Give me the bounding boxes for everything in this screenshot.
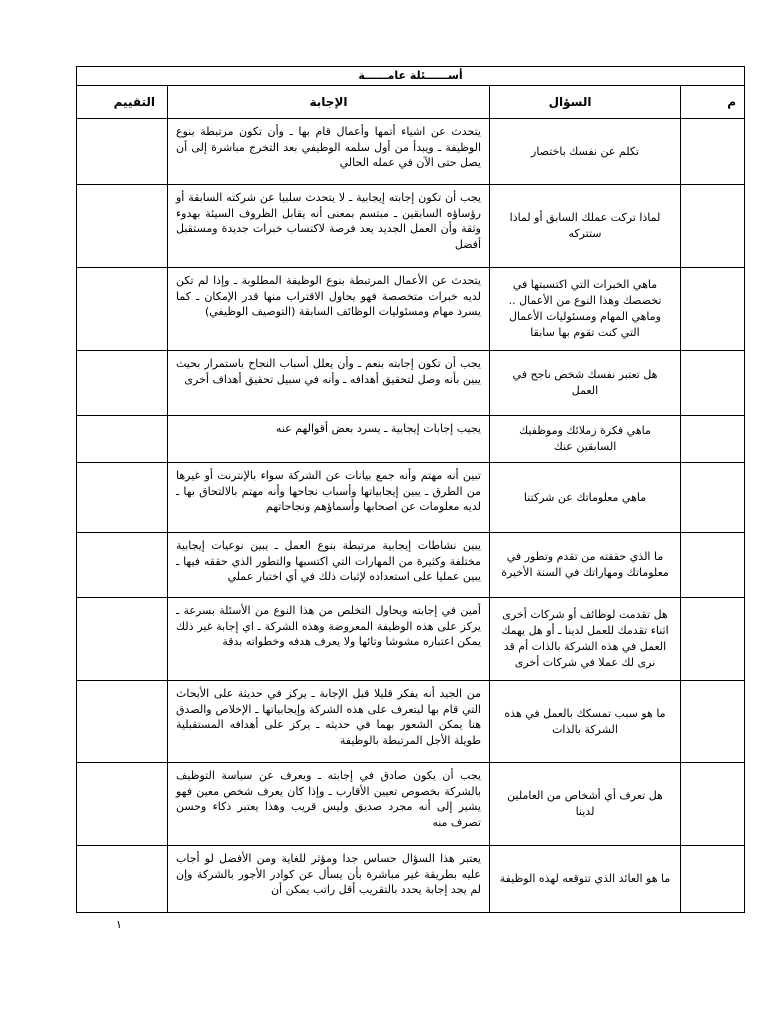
table-title: أســــــئلة عامــــــة	[76, 67, 744, 86]
row-rating-cell	[76, 119, 167, 185]
row-question: ما هو سبب تمسكك بالعمل في هذه الشركة بالذات	[489, 681, 680, 763]
row-answer: يجب أن تكون إجابته بنعم ـ وأن يعلل أسباب النجاح باستمرار بحيث يبين بأنه وصل لتحقيق أهدافه ـ وأنه في سبيل تحقيق أهداف أخرى	[167, 351, 489, 416]
row-answer: يتحدث عن اشياء أتمها وأعمال قام بها ـ وأن تكون مرتبطة بنوع الوظيفة ـ ويبدأ من أول سلمه الوظيفي بعد التخرج مباشرة إلى أن يصل حتى الآن في عمله الحالي	[167, 119, 489, 185]
row-question: هل تعرف أي أشخاص من العاملين لدينا	[489, 763, 680, 846]
header-answer: الإجابة	[167, 86, 489, 119]
row-answer: يجب أن يكون صادق في إجابته ـ ويعرف عن سياسة التوظيف بالشركة بخصوص تعيين الأقارب ـ وإذا كان يعرف شخص معين فهو يشير إلى أنه مجرد صديق وليس قريب وهذا يعتبر ذكاء وحسن تصرف منه	[167, 763, 489, 846]
row-number-cell	[680, 463, 744, 533]
row-rating-cell	[76, 681, 167, 763]
header-question: السؤال	[489, 86, 680, 119]
row-rating-cell	[76, 598, 167, 681]
row-rating-cell	[76, 351, 167, 416]
row-answer: يبين نشاطات إيجابية مرتبطة بنوع العمل ـ يبين نوعيات إيجابية مختلفة وكثيرة من المهارات التي اكتسبها والتطور الذي حققه فيها ـ يبين عمليا على استعداده لإثبات ذلك في أي اختبار عملي	[167, 533, 489, 598]
row-rating-cell	[76, 463, 167, 533]
header-rating: التقييم	[76, 86, 167, 119]
row-number-cell	[680, 185, 744, 268]
row-rating-cell	[76, 185, 167, 268]
row-question: هل تقدمت لوظائف أو شركات أخرى اثناء تقدمك للعمل لدينا ـ أو هل يهمك العمل في هذه الشركة بالذات أم قد نرى لك عملا في شركات أخرى	[489, 598, 680, 681]
row-question: هل تعتبر نفسك شخص ناجح في العمل	[489, 351, 680, 416]
row-number-cell	[680, 119, 744, 185]
row-answer: من الجيد أنه يفكر قليلا قبل الإجابة ـ يركز في حديثة على الأبحاث التي قام بها ليتعرف على هذه الشركة وإيجابياتها ـ الإخلاص والصدق هنا يمكن الشعور بهما في حديثه ـ يركز على أهدافه المستقبلية طويلة الأجل المرتبطة بالوظيفة	[167, 681, 489, 763]
row-answer: أمين في إجابته ويحاول التخلص من هذا النوع من الأسئلة بسرعة ـ يركز على هذه الوظيفة المعروضة وهذه الشركة ـ اي إجابة غير ذلك يمكن اعتباره مشوشا وتائها ولا يعرف هدفه وخطواته بدقة	[167, 598, 489, 681]
row-rating-cell	[76, 846, 167, 913]
row-rating-cell	[76, 763, 167, 846]
row-number-cell	[680, 416, 744, 463]
row-number-cell	[680, 268, 744, 351]
row-number-cell	[680, 598, 744, 681]
row-question: ماهي فكرة زملائك وموظفيك السابقين عنك	[489, 416, 680, 463]
row-answer: يعتبر هذا السؤال حساس جدا ومؤثر للغاية ومن الأفضل لو أجاب عليه بطريقة غير مباشرة بأن يسأل عن كوادر الأجور بالشركة وإن لم يجد إجابة يحدد بالتقريب أقل راتب يمكن أن	[167, 846, 489, 913]
row-number-cell	[680, 846, 744, 913]
questions-table	[76, 66, 745, 913]
row-question: تكلم عن نفسك باختصار	[489, 119, 680, 185]
row-number-cell	[680, 763, 744, 846]
row-question: لماذا تركت عملك السابق أو لماذا ستتركه	[489, 185, 680, 268]
row-answer: تبين أنه مهتم وأنه جمع بيانات عن الشركة سواء بالإنترنت أو غيرها من الطرق ـ يبين إيجابياتها وأسباب نجاحها وأنه مهتم بالالتحاق بها ـ لديه معلومات عن اصحابها وأسماؤهم ونجاحاتهم	[167, 463, 489, 533]
header-number: م	[680, 86, 744, 119]
row-question: ماهي معلوماتك عن شركتنا	[489, 463, 680, 533]
row-question: ما هو العائد الذي تتوقعه لهذه الوظيفة	[489, 846, 680, 913]
row-number-cell	[680, 351, 744, 416]
row-answer: يتحدث عن الأعمال المرتبطة بنوع الوظيفة المطلوبة ـ وإذا لم تكن لديه خبرات متخصصة فهو يحاول الاقتراب منها قدر الإمكان ـ كما يسرد مهام ومسئوليات الوظائف السابقة (التوصيف الوظيفي)	[167, 268, 489, 351]
row-rating-cell	[76, 416, 167, 463]
row-answer: يجيب إجابات إيجابية ـ يسرد بعض أقوالهم عنه	[167, 416, 489, 463]
row-rating-cell	[76, 268, 167, 351]
row-number-cell	[680, 681, 744, 763]
row-question: ما الذي حققته من تقدم وتطور في معلوماتك ومهاراتك في السنة الأخيرة	[489, 533, 680, 598]
row-number-cell	[680, 533, 744, 598]
row-answer: يجب أن تكون إجابته إيجابية ـ لا يتحدث سلبيا عن شركته السابقة أو رؤساؤه السابقين ـ مبتسم بمعنى أنه يقابل الظروف السيئة بهدوء وثقة وأن العمل الجديد يعد فرصة لاكتساب خبرات جديدة ومستقبل أفضل	[167, 185, 489, 268]
page-number: ١	[116, 918, 122, 931]
row-question: ماهي الخبرات التي اكتسبتها في تخصصك وهذا النوع من الأعمال .. وماهي المهام ومسئوليات الأعمال التي كنت تقوم بها سابقا	[489, 268, 680, 351]
row-rating-cell	[76, 533, 167, 598]
